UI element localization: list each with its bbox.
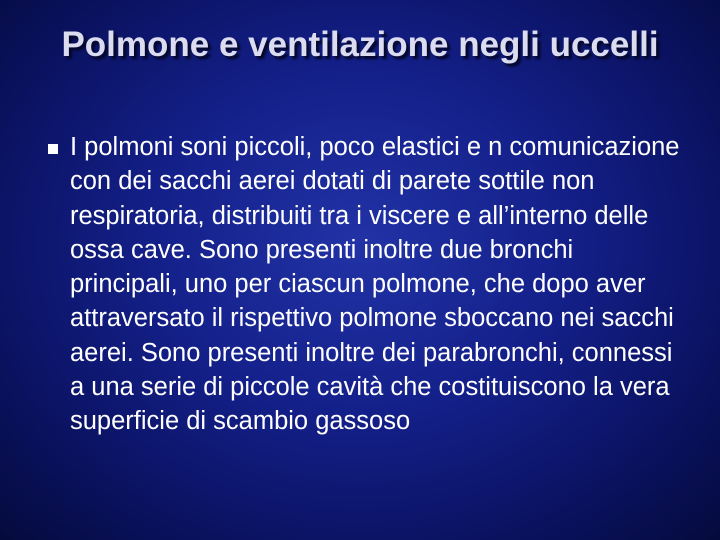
bullet-list [44, 130, 684, 439]
square-bullet-icon [48, 144, 58, 154]
bullet-item [44, 130, 684, 439]
slide-title: Polmone e ventilazione negli uccelli [61, 25, 659, 64]
bullet-text: I polmoni soni piccoli, poco elastici e n comunicazione con dei sacchi aerei dotati di parete sottile non respiratoria, distribuiti tra i viscere e all’interno delle ossa cave. Sono presenti inoltre due bronchi principali, uno per ciascun polmone, che dopo aver attraversato il rispettivo polmone sboccano nei sacchi aerei. Sono presenti inoltre dei parabronchi, connessi a una serie di piccole cavità che costituiscono la vera superficie di scambio gassoso [70, 133, 680, 436]
